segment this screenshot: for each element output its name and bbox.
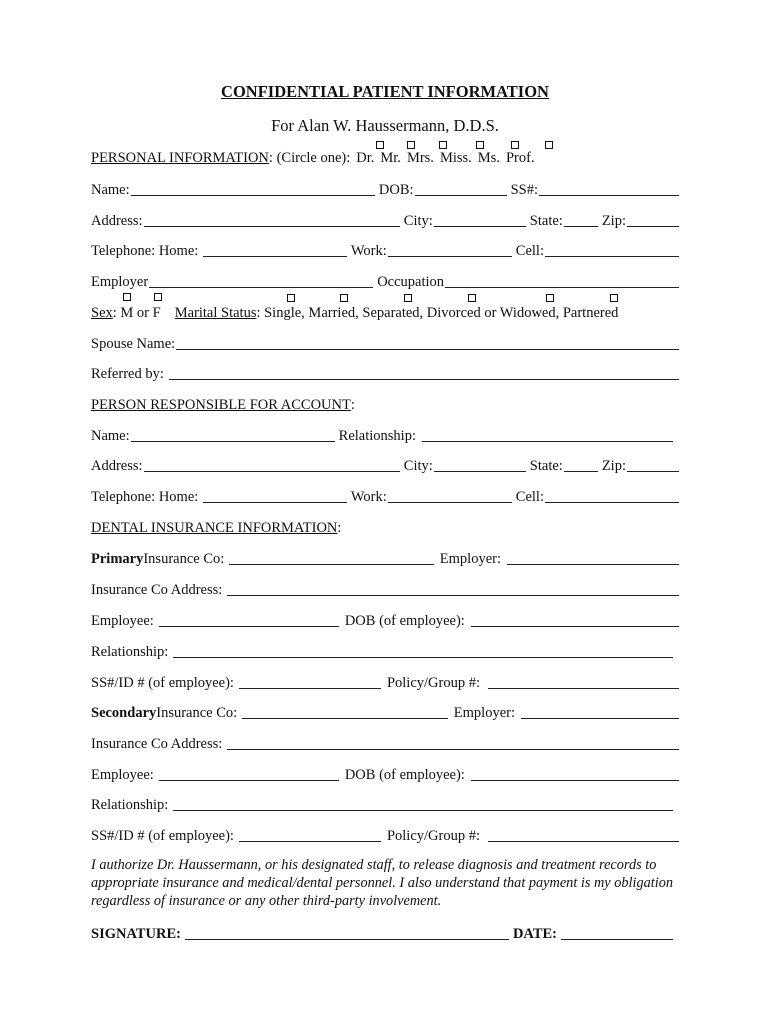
personal-address-row	[91, 209, 679, 229]
secondary-ssid-label: SS#/ID # (of employee):	[91, 828, 234, 844]
address-label: Address:	[91, 213, 143, 229]
responsible-heading: PERSON RESPONSIBLE FOR ACCOUNT	[91, 397, 351, 413]
responsible-relationship-field[interactable]	[422, 428, 673, 442]
ss-label: SS#:	[510, 182, 538, 198]
secondary-co-label: Insurance Co:	[156, 705, 238, 721]
tel-home-label: Telephone: Home:	[91, 243, 199, 259]
dob-field[interactable]	[415, 182, 507, 196]
personal-heading: PERSONAL INFORMATION	[91, 150, 269, 166]
secondary-employee-label: Employee:	[91, 767, 154, 783]
title-dr: Dr.	[356, 150, 375, 166]
primary-co-field[interactable]	[229, 551, 434, 565]
cell-label: Cell:	[515, 243, 544, 259]
name-field[interactable]	[131, 182, 375, 196]
tel-home-field[interactable]	[203, 243, 347, 257]
title-mr: Mr.	[380, 150, 401, 166]
cell-field[interactable]	[545, 243, 679, 257]
zip-label: Zip:	[601, 213, 626, 229]
title-prof: Prof.	[505, 150, 535, 166]
secondary-address-field[interactable]	[227, 736, 679, 750]
responsible-tel-home-label: Telephone: Home:	[91, 489, 199, 505]
signature-label: SIGNATURE:	[91, 926, 181, 942]
responsible-name-field[interactable]	[131, 428, 335, 442]
primary-dob-field[interactable]	[471, 613, 679, 627]
name-label: Name:	[91, 182, 130, 198]
secondary-co-field[interactable]	[242, 705, 448, 719]
responsible-tel-home-field[interactable]	[203, 489, 347, 503]
work-label: Work:	[350, 243, 387, 259]
primary-dob-label: DOB (of employee):	[344, 613, 465, 629]
secondary-label: Secondary	[91, 705, 157, 721]
secondary-employee-row	[91, 763, 679, 783]
zip-field[interactable]	[627, 213, 679, 227]
city-label: City:	[403, 213, 433, 229]
signature-row	[91, 922, 679, 942]
authorization-text: I authorize Dr. Haussermann, or his designated staff, to release diagnosis and treatment records to appropriate insurance and medical/dental personnel. I also understand that payment is my obligation regardless of insurance or any other third-party involvement.	[91, 857, 674, 909]
responsible-state-label: State:	[529, 458, 563, 474]
personal-heading-row	[91, 146, 679, 166]
responsible-zip-label: Zip:	[601, 458, 626, 474]
responsible-address-label: Address:	[91, 458, 143, 474]
primary-ssid-row	[91, 671, 679, 691]
primary-ssid-label: SS#/ID # (of employee):	[91, 675, 234, 691]
primary-employer-field[interactable]	[507, 551, 679, 565]
address-field[interactable]	[144, 213, 400, 227]
personal-employer-row	[91, 270, 679, 290]
responsible-zip-field[interactable]	[627, 458, 679, 472]
responsible-city-label: City:	[403, 458, 433, 474]
primary-relationship-row	[91, 640, 679, 660]
secondary-dob-label: DOB (of employee):	[344, 767, 465, 783]
personal-spouse-row	[91, 332, 679, 352]
responsible-heading-row	[91, 393, 679, 413]
personal-telephone-row	[91, 239, 679, 259]
signature-field[interactable]	[185, 926, 509, 940]
primary-relationship-field[interactable]	[173, 644, 673, 658]
employer-label: Employer	[91, 274, 149, 290]
secondary-insurance-row	[91, 701, 679, 721]
referred-label: Referred by:	[91, 366, 164, 382]
secondary-employer-label: Employer:	[453, 705, 515, 721]
personal-sex-marital-row	[91, 301, 679, 321]
personal-name-row	[91, 178, 679, 198]
secondary-relationship-row	[91, 793, 679, 813]
primary-policy-label: Policy/Group #:	[386, 675, 481, 691]
responsible-work-field[interactable]	[388, 489, 512, 503]
secondary-employee-field[interactable]	[159, 767, 339, 781]
primary-policy-field[interactable]	[488, 675, 679, 689]
occupation-label: Occupation	[377, 274, 445, 290]
secondary-ssid-row	[91, 824, 679, 844]
secondary-address-row	[91, 732, 679, 752]
responsible-address-row	[91, 454, 679, 474]
secondary-policy-field[interactable]	[488, 828, 679, 842]
insurance-heading-row	[91, 516, 679, 536]
spouse-field[interactable]	[176, 336, 679, 350]
employer-field[interactable]	[149, 274, 373, 288]
primary-employee-field[interactable]	[159, 613, 339, 627]
title-miss: Miss.	[439, 150, 472, 166]
personal-heading-suffix: : (Circle one):	[268, 150, 351, 166]
primary-employer-label: Employer:	[439, 551, 501, 567]
date-label: DATE:	[512, 926, 557, 942]
responsible-state-field[interactable]	[564, 458, 598, 472]
secondary-relationship-label: Relationship:	[91, 797, 169, 813]
checkbox-sex-m[interactable]	[123, 293, 131, 301]
primary-label: Primary	[91, 551, 144, 567]
checkbox-sex-f[interactable]	[154, 293, 162, 301]
responsible-address-field[interactable]	[144, 458, 400, 472]
state-field[interactable]	[564, 213, 598, 227]
responsible-cell-field[interactable]	[545, 489, 679, 503]
responsible-work-label: Work:	[350, 489, 387, 505]
title-mrs: Mrs.	[406, 150, 434, 166]
secondary-ssid-field[interactable]	[239, 828, 381, 842]
document-subtitle: For Alan W. Haussermann, D.D.S.	[271, 116, 499, 135]
sex-options: : M or F	[112, 305, 161, 321]
insurance-heading-suffix: :	[337, 520, 342, 536]
spouse-label: Spouse Name:	[91, 336, 176, 352]
secondary-employer-field[interactable]	[521, 705, 679, 719]
secondary-relationship-field[interactable]	[173, 797, 673, 811]
secondary-policy-label: Policy/Group #:	[386, 828, 481, 844]
primary-relationship-label: Relationship:	[91, 644, 169, 660]
responsible-name-row	[91, 424, 679, 444]
primary-employee-row	[91, 609, 679, 629]
ss-field[interactable]	[539, 182, 679, 196]
marital-label: Marital Status	[174, 305, 257, 321]
insurance-heading: DENTAL INSURANCE INFORMATION	[91, 520, 338, 536]
date-field[interactable]	[561, 926, 673, 940]
secondary-dob-field[interactable]	[471, 767, 679, 781]
city-field[interactable]	[434, 213, 526, 227]
document-title: CONFIDENTIAL PATIENT INFORMATION	[221, 82, 549, 101]
sex-label: Sex	[91, 305, 113, 321]
dob-label: DOB:	[378, 182, 414, 198]
primary-ssid-field[interactable]	[239, 675, 381, 689]
responsible-telephone-row	[91, 485, 679, 505]
primary-insurance-row	[91, 547, 679, 567]
referred-field[interactable]	[169, 366, 679, 380]
primary-address-field[interactable]	[227, 582, 679, 596]
secondary-address-label: Insurance Co Address:	[91, 736, 223, 752]
responsible-relationship-label: Relationship:	[338, 428, 416, 444]
personal-referred-row	[91, 362, 679, 382]
state-label: State:	[529, 213, 563, 229]
occupation-field[interactable]	[445, 274, 679, 288]
title-ms: Ms.	[477, 150, 500, 166]
work-field[interactable]	[388, 243, 512, 257]
responsible-name-label: Name:	[91, 428, 130, 444]
marital-options: : Single, Married, Separated, Divorced or Widowed, Partnered	[256, 305, 619, 321]
primary-employee-label: Employee:	[91, 613, 154, 629]
primary-address-label: Insurance Co Address:	[91, 582, 223, 598]
responsible-heading-suffix: :	[350, 397, 355, 413]
primary-co-label: Insurance Co:	[143, 551, 225, 567]
responsible-city-field[interactable]	[434, 458, 526, 472]
responsible-cell-label: Cell:	[515, 489, 544, 505]
primary-address-row	[91, 578, 679, 598]
